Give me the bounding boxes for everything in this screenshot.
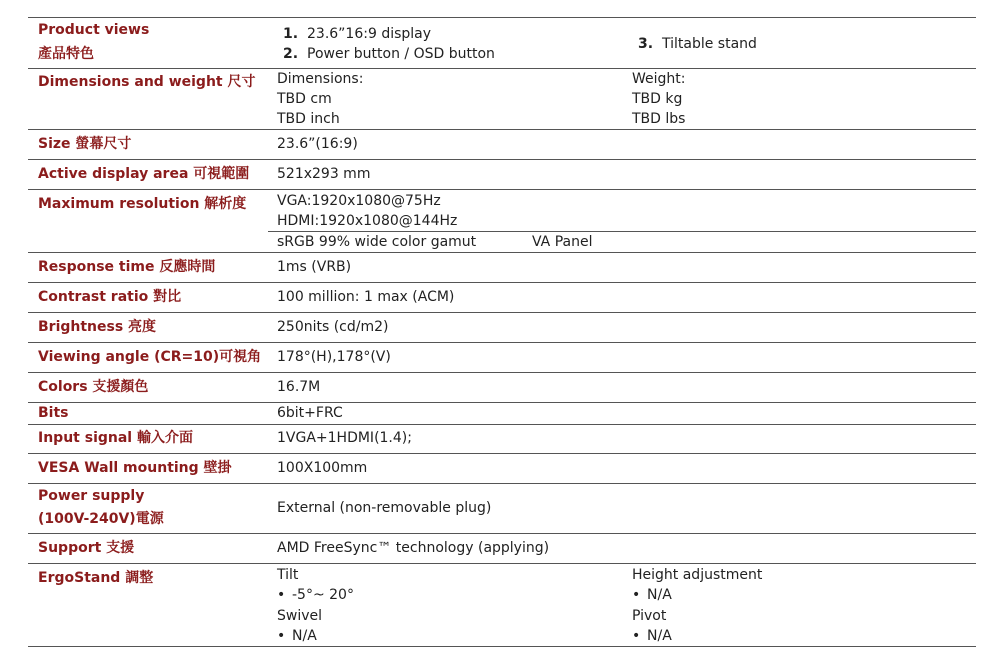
colors-value: 16.7M	[277, 379, 321, 395]
colors-label: Colors 支援顏色	[38, 379, 149, 395]
power-supply-value: External (non-removable plug)	[277, 500, 492, 516]
resolution-hdmi: HDMI:1920x1080@144Hz	[277, 213, 458, 229]
size-label: Size 螢幕尺寸	[38, 136, 132, 152]
row-viewing-angle	[28, 343, 976, 373]
dimensions-title: Dimensions:	[277, 71, 364, 87]
color-gamut: sRGB 99% wide color gamut	[277, 234, 477, 250]
row-brightness	[28, 313, 976, 343]
product-views-label: Product views	[38, 22, 150, 38]
swivel-value: • N/A	[277, 626, 317, 646]
row-dimensions	[28, 68, 976, 130]
resolution-vga: VGA:1920x1080@75Hz	[277, 193, 441, 209]
weight-kg: TBD kg	[632, 91, 683, 107]
brightness-label: Brightness 亮度	[38, 319, 157, 335]
pivot-value: • N/A	[632, 626, 672, 646]
bits-value: 6bit+FRC	[277, 405, 343, 421]
item-2-text: Power button / OSD button	[307, 46, 495, 62]
weight-lbs: TBD lbs	[632, 111, 686, 127]
row-input-signal	[28, 425, 976, 454]
row-bits	[28, 403, 976, 425]
contrast-value: 100 million: 1 max (ACM)	[277, 289, 455, 305]
row-ergostand	[28, 564, 976, 647]
swivel-title: Swivel	[277, 608, 323, 624]
dimensions-inch: TBD inch	[277, 111, 340, 127]
height-adjustment-title: Height adjustment	[632, 567, 763, 583]
height-adjustment-value: • N/A	[632, 585, 672, 605]
product-view-item-1	[283, 24, 431, 44]
row-power-supply	[28, 484, 976, 534]
input-signal-label: Input signal 輸入介面	[38, 430, 193, 446]
tilt-value: • -5°~ 20°	[277, 585, 354, 605]
support-label: Support 支援	[38, 540, 135, 556]
row-colors	[28, 373, 976, 403]
item-3-number: 3.	[638, 36, 654, 52]
response-time-value: 1ms (VRB)	[277, 259, 352, 275]
tilt-title: Tilt	[277, 567, 299, 583]
viewing-angle-value: 178°(H),178°(V)	[277, 349, 391, 365]
item-2-number: 2.	[283, 46, 299, 62]
ergostand-label: ErgoStand 調整	[38, 570, 154, 586]
row-size	[28, 130, 976, 160]
vesa-value: 100X100mm	[277, 460, 368, 476]
power-supply-label: Power supply	[38, 488, 145, 504]
row-contrast	[28, 283, 976, 313]
item-1-number: 1.	[283, 26, 299, 42]
row-max-resolution	[28, 190, 976, 253]
input-signal-value: 1VGA+1HDMI(1.4);	[277, 430, 412, 446]
size-value: 23.6”(16:9)	[277, 136, 358, 152]
active-area-value: 521x293 mm	[277, 166, 371, 182]
row-product-views	[28, 17, 976, 69]
active-area-label: Active display area 可視範圍	[38, 166, 250, 182]
contrast-label: Contrast ratio 對比	[38, 289, 182, 305]
viewing-angle-label: Viewing angle (CR=10)可視角	[38, 349, 262, 365]
weight-title: Weight:	[632, 71, 686, 87]
brightness-value: 250nits (cd/m2)	[277, 319, 389, 335]
panel-type: VA Panel	[532, 234, 593, 250]
row-vesa	[28, 454, 976, 484]
bits-label: Bits	[38, 405, 69, 421]
row-active-area	[28, 160, 976, 190]
power-supply-label-line2: (100V-240V)電源	[38, 511, 164, 527]
row-support	[28, 534, 976, 564]
vesa-label: VESA Wall mounting 壁掛	[38, 460, 232, 476]
product-views-label-zh: 產品特色	[38, 46, 94, 62]
max-resolution-label: Maximum resolution 解析度	[38, 196, 247, 212]
support-value: AMD FreeSync™ technology (applying)	[277, 540, 550, 556]
product-view-item-2	[283, 44, 495, 64]
item-1-text: 23.6”16:9 display	[307, 26, 432, 42]
row-response-time	[28, 253, 976, 283]
pivot-title: Pivot	[632, 608, 667, 624]
product-view-item-3	[638, 34, 757, 54]
item-3-text: Tiltable stand	[662, 36, 757, 52]
response-time-label: Response time 反應時間	[38, 259, 216, 275]
dimensions-cm: TBD cm	[277, 91, 332, 107]
dimensions-label: Dimensions and weight 尺寸	[38, 74, 256, 90]
